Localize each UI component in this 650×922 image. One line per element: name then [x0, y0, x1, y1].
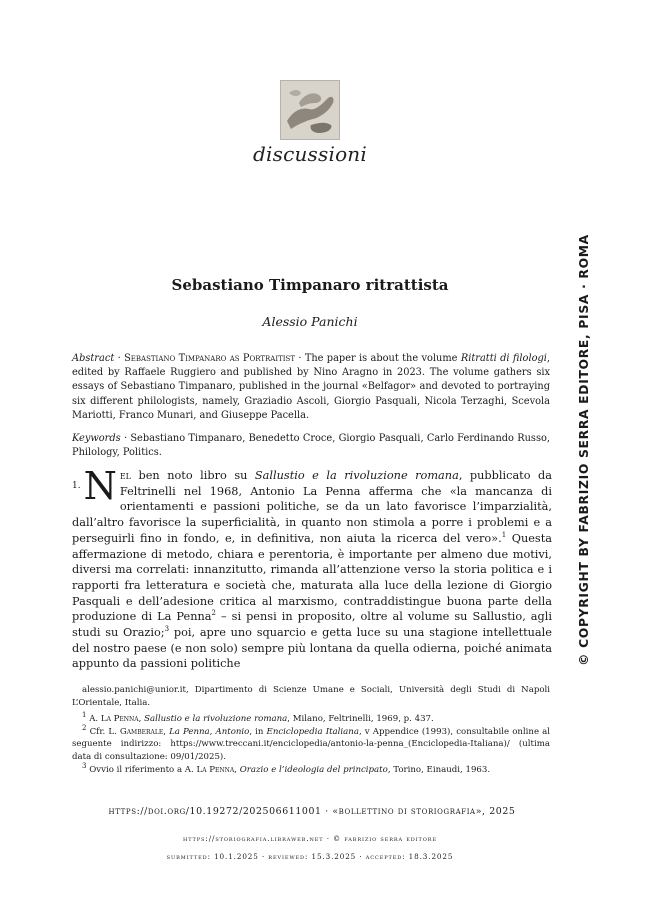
footnote-text: Cfr. L. [86, 726, 120, 737]
abstract-text-1: · The paper is about the volume [295, 353, 461, 364]
footnotes [72, 684, 550, 776]
footnote-title: Enciclopedia Italiana [266, 726, 359, 737]
footnote-number: 2 [82, 723, 87, 732]
footnote-author: La Penna [100, 714, 139, 725]
body-text-4: – si pensi in proposito, oltre al volume su Sallustio, agli studi su Orazio; [72, 610, 552, 640]
footnote-ref-1[interactable]: 1 [501, 531, 507, 540]
footnote-text: , Milano, Feltrinelli, 1969, p. 437. [287, 714, 434, 725]
copyright-text: © COPYRIGHT BY FABRIZIO SERRA EDITORE, PISA · ROMA [577, 234, 591, 666]
keywords-text: · Sebastiano Timpanaro, Benedetto Croce, Giorgio Pasquali, Carlo Ferdinando Russo, Philology, Politics. [72, 433, 550, 459]
abstract [72, 352, 550, 423]
footnote-author: Gamberale [119, 726, 164, 737]
footnote-number: 3 [82, 761, 87, 770]
sculpture-relief-icon [281, 81, 339, 139]
footnote-3 [72, 761, 550, 777]
section-label: discussioni [253, 142, 367, 166]
footnote-text: , [234, 764, 240, 775]
article-title: Sebastiano Timpanaro ritrattista [171, 276, 449, 294]
abstract-book-title: Ritratti di filologi [460, 353, 547, 364]
body-text-2: , pubblicato da Feltrinelli nel 1968, Antonio La Penna afferma che «la mancanza di orientamenti e passioni politiche, se da un lato favorisce l’imparzialità, dall’altro favorisce la superficialità, in quanto non stimola a porre i problemi e a perseguirli fino in fondo, e, in definitiva, non aiuta la ricerca del vero». [72, 469, 552, 545]
journal-emblem-image [280, 80, 340, 140]
footnote-text: , in [249, 726, 267, 737]
footnote-text: A. [86, 714, 101, 725]
article-author: Alessio Panichi [262, 314, 358, 329]
footnote-1 [72, 713, 550, 726]
footnote-title: Sallustio e la rivoluzione romana [144, 714, 288, 725]
drop-cap-letter: N [83, 464, 117, 508]
footnote-text: , v Appendice (1993), consultabile online al seguente indirizzo: https://www.treccani.it/enciclopedia/antonio-la-penna_(Enciclopedia-Italiana)/ (ultima data di consultazione: 09/01/2025). [72, 726, 550, 762]
keywords [72, 432, 550, 460]
footnote-number: 1 [82, 711, 87, 720]
body-paragraph [72, 464, 553, 672]
footnote-2 [72, 723, 550, 764]
keywords-label: Keywords [72, 433, 121, 444]
footnote-ref-3[interactable]: 3 [164, 625, 170, 634]
body-text-3: Questa affermazione di metodo, chiara e perentoria, è importante per almeno due motivi, diversi ma correlati: innanzitutto, rimanda all’attenzione verso la storia politica e i rapporti fra letteratura e società che, maturata alla luce della lezione di Giorgio Pasquali e dell’adesione critica al marxismo, contraddistingue buona parte della produzione di La Penna [72, 531, 553, 624]
body-book-title: Sallustio e la rivoluzione romana [254, 469, 459, 482]
author-affiliation: alessio.panichi@unior.it, Dipartimento di Scienze Umane e Sociali, Università degli Studi di Napoli L’Orientale, Italia. [72, 685, 550, 708]
footnote-ref-2[interactable]: 2 [211, 609, 216, 618]
abstract-text-2: , edited by Raffaele Ruggiero and published by Nino Aragno in 2023. The volume gathers six essays of Sebastiano Timpanaro, published in the journal «Belfagor» and devoted to portraying six different philologists, namely, Graziadio Ascoli, Giorgio Pasquali, Nicola Terzaghi, Scevola Mariotti, Franco Munari, and Giuseppe Pacella. [72, 353, 551, 421]
abstract-label: Abstract [72, 353, 115, 364]
abstract-separator: · [114, 353, 125, 364]
website-line: https://storiografia.libraweb.net · © fabrizio serra editore [182, 834, 438, 843]
abstract-english-title: Sebastiano Timpanaro as Portraitist [124, 353, 296, 364]
footnote-text: Ovvio il riferimento a A. [86, 764, 197, 775]
section-number: 1. [72, 481, 81, 491]
body-text-5: poi, apre uno squarcio e getta luce su una stagione intellettuale del nostro paese (e non solo) sempre più lontana da quella odierna, poiché animata appunto da passioni politiche [72, 626, 552, 671]
footnote-title: Orazio e l’ideologia del principato [239, 764, 388, 775]
footnote-text: , [163, 726, 170, 737]
footnote-title: La Penna, Antonio [169, 726, 250, 737]
footnote-text: , Torino, Einaudi, 1963. [387, 764, 491, 775]
doi-line[interactable]: https://doi.org/10.19272/202506611001 · «bollettino di storiografia», 2025 [108, 806, 516, 817]
submission-dates: submitted: 10.1.2025 · reviewed: 15.3.2025 · accepted: 18.3.2025 [166, 852, 454, 861]
body-smallcaps-start: el [119, 469, 131, 482]
body-text-1: ben noto libro su [131, 469, 255, 482]
footnote-author: La Penna [196, 764, 235, 775]
footnote-text: , [138, 714, 145, 725]
drop-cap [72, 464, 117, 508]
